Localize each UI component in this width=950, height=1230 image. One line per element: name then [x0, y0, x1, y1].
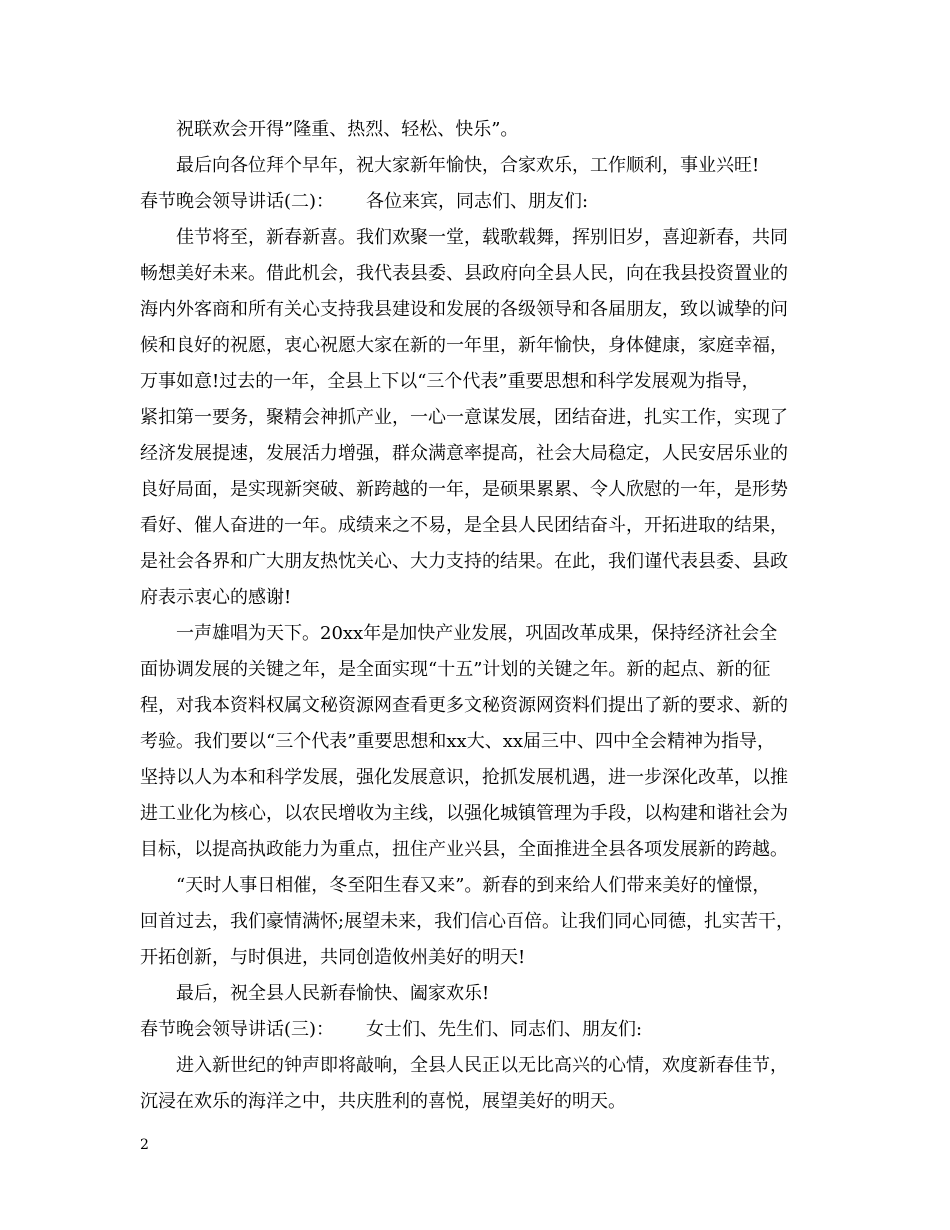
heading-greeting: 各位来宾，同志们、朋友们:: [366, 191, 589, 212]
paragraph-line: 程，对我本资料权属文秘资源网查看更多文秘资源网资料们提出了新的要求、新的: [140, 695, 788, 716]
paragraph-line: 祝联欢会开得”隆重、热烈、轻松、快乐”。: [176, 119, 519, 140]
paragraph-line: 看好、催人奋进的一年。成绩来之不易，是全县人民团结奋斗，开拓进取的结果，: [140, 515, 788, 536]
paragraph-line: 畅想美好未来。借此机会，我代表县委、县政府向全县人民，向在我县投资置业的: [140, 263, 788, 284]
paragraph-line: 海内外客商和所有关心支持我县建设和发展的各级领导和各届朋友，致以诚挚的问: [140, 299, 788, 320]
paragraph-line: 是社会各界和广大朋友热忱关心、大力支持的结果。在此，我们谨代表县委、县政: [140, 551, 788, 572]
page-number: 2: [140, 1137, 149, 1153]
paragraph-line: 最后，祝全县人民新春愉快、阖家欢乐!: [176, 983, 490, 1004]
paragraph-line: 回首过去，我们豪情满怀;展望未来，我们信心百倍。让我们同心同德，扎实苦干，: [140, 911, 795, 932]
paragraph-line: 良好局面，是实现新突破、新跨越的一年，是硕果累累、令人欣慰的一年，是形势: [140, 479, 788, 500]
paragraph-line: 府表示衷心的感谢!: [140, 587, 292, 608]
paragraph-line: 紧扣第一要务，聚精会神抓产业，一心一意谋发展，团结奋进，扎实工作，实现了: [140, 407, 788, 428]
paragraph-line: 进入新世纪的钟声即将敲响，全县人民正以无比高兴的心情，欢度新春佳节，: [176, 1055, 788, 1076]
paragraph-line: 沉浸在欢乐的海洋之中，共庆胜利的喜悦，展望美好的明天。: [140, 1091, 626, 1112]
paragraph-line: 考验。我们要以“三个代表”重要思想和xx大、xx届三中、四中全会精神为指导，: [140, 731, 776, 752]
paragraph-line: 坚持以人为本和科学发展，强化发展意识，抢抓发展机遇，进一步深化改革，以推: [140, 767, 788, 788]
heading-title: 春节晚会领导讲话(三)：: [140, 1019, 335, 1040]
paragraph-line: 目标，以提高执政能力为重点，扭住产业兴县，全面推进全县各项发展新的跨越。: [140, 839, 788, 860]
paragraph-line: 开拓创新，与时俱进，共同创造攸州美好的明天!: [140, 947, 526, 968]
paragraph-line: 候和良好的祝愿，衷心祝愿大家在新的一年里，新年愉快，身体健康，家庭幸福，: [140, 335, 788, 356]
paragraph-line: 一声雄唱为天下。20xx年是加快产业发展，巩固改革成果，保持经济社会全: [176, 623, 778, 644]
paragraph-line: 万事如意!过去的一年，全县上下以“三个代表”重要思想和科学发展观为指导，: [140, 371, 760, 392]
paragraph-line: 最后向各位拜个早年，祝大家新年愉快，合家欢乐，工作顺利，事业兴旺!: [176, 155, 760, 176]
paragraph-line: “天时人事日相催，冬至阳生春又来”。新春的到来给人们带来美好的憧憬，: [176, 875, 771, 896]
section-heading: [140, 1018, 642, 1042]
paragraph-line: 面协调发展的关键之年，是全面实现“十五”计划的关键之年。新的起点、新的征: [140, 659, 771, 680]
paragraph-line: 进工业化为核心，以农民增收为主线，以强化城镇管理为手段，以构建和谐社会为: [140, 803, 788, 824]
heading-title: 春节晚会领导讲话(二)：: [140, 191, 335, 212]
paragraph-line: 佳节将至，新春新喜。我们欢聚一堂，载歌载舞，挥别旧岁，喜迎新春，共同: [176, 227, 788, 248]
paragraph-line: 经济发展提速，发展活力增强，群众满意率提高，社会大局稳定，人民安居乐业的: [140, 443, 788, 464]
heading-greeting: 女士们、先生们、同志们、朋友们:: [366, 1019, 643, 1040]
section-heading: [140, 190, 588, 214]
